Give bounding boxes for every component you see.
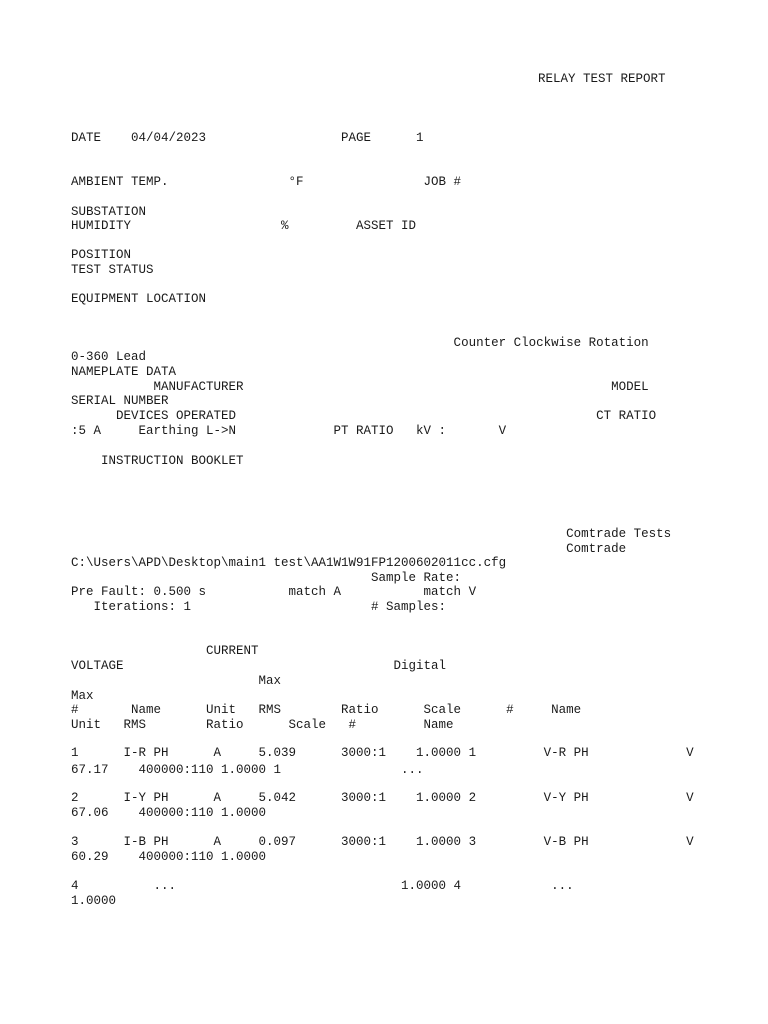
substation-line: SUBSTATION [71, 205, 147, 219]
comtrade-file-path: C:\Users\APD\Desktop\main1 test\AA1W1W91FP1200602011cc.cfg [71, 556, 507, 570]
serial-number-line: SERIAL NUMBER [71, 394, 169, 408]
lead-line: 0-360 Lead [71, 350, 147, 364]
table-row: 4 ... 1.0000 4 ... [71, 879, 574, 893]
table-row-continuation: 1.0000 [71, 894, 117, 908]
nameplate-data-heading: NAMEPLATE DATA [71, 365, 177, 379]
table-row-continuation: 67.06 400000:110 1.0000 [71, 806, 267, 820]
table-column-headers: # Name Unit RMS Ratio Scale # Name [71, 703, 582, 717]
iterations-line: Iterations: 1 # Samples: [71, 600, 447, 614]
position-line: POSITION [71, 248, 132, 262]
comtrade-tests-heading: Comtrade Tests [71, 527, 672, 541]
table-column-headers-2: Unit RMS Ratio Scale # Name [71, 718, 454, 732]
table-row-continuation: 60.29 400000:110 1.0000 [71, 850, 267, 864]
max-header: Max [71, 674, 282, 688]
table-row: 2 I-Y PH A 5.042 3000:1 1.0000 2 V-Y PH V [71, 791, 694, 805]
table-row-continuation: 67.17 400000:110 1.0000 1 ... [71, 763, 424, 777]
rotation-line: Counter Clockwise Rotation [71, 336, 649, 350]
comtrade-label: Comtrade [71, 542, 627, 556]
devices-operated-line: DEVICES OPERATED CT RATIO [71, 409, 657, 423]
humidity-line: HUMIDITY % ASSET ID [71, 219, 417, 233]
voltage-digital-heading: VOLTAGE Digital [71, 659, 447, 673]
date-page-line: DATE 04/04/2023 PAGE 1 [71, 131, 424, 145]
instruction-booklet-line: INSTRUCTION BOOKLET [71, 454, 244, 468]
current-heading: CURRENT [71, 644, 259, 658]
earthing-pt-ratio-line: :5 A Earthing L->N PT RATIO kV : V [71, 424, 507, 438]
test-status-line: TEST STATUS [71, 263, 154, 277]
manufacturer-model-line: MANUFACTURER MODEL [71, 380, 649, 394]
max-header-2: Max [71, 689, 94, 703]
sample-rate-line: Sample Rate: [71, 571, 462, 585]
report-title: RELAY TEST REPORT [538, 72, 666, 86]
table-row: 3 I-B PH A 0.097 3000:1 1.0000 3 V-B PH V [71, 835, 694, 849]
equipment-location-line: EQUIPMENT LOCATION [71, 292, 207, 306]
table-row: 1 I-R PH A 5.039 3000:1 1.0000 1 V-R PH V [71, 746, 694, 760]
pre-fault-line: Pre Fault: 0.500 s match A match V [71, 585, 477, 599]
ambient-temp-line: AMBIENT TEMP. °F JOB # [71, 175, 462, 189]
